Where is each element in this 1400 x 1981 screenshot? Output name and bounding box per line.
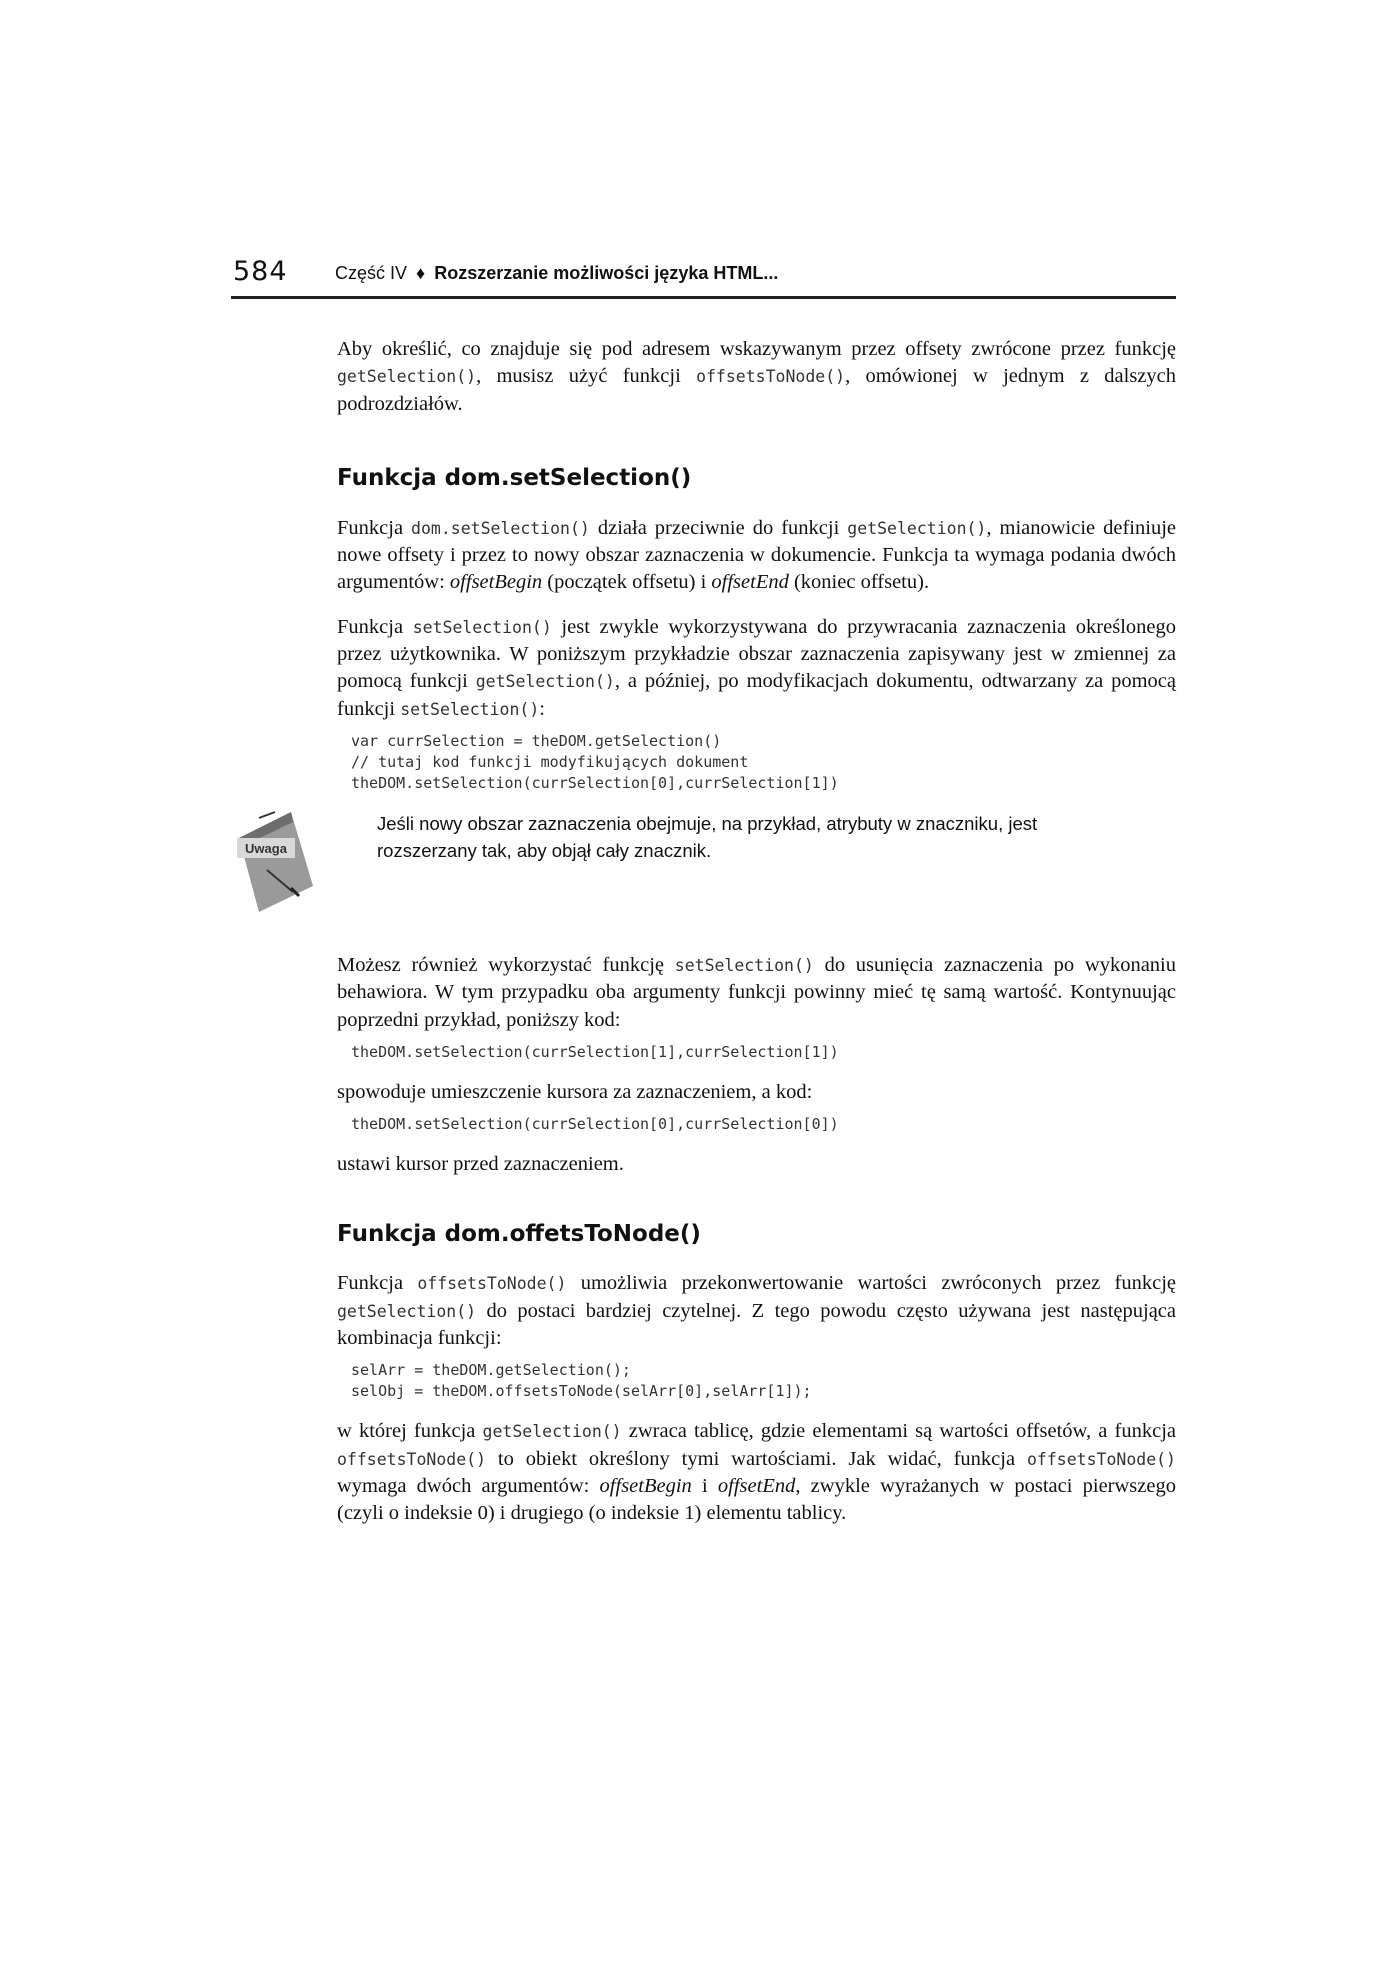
- italic-term: offsetBegin: [449, 571, 543, 594]
- inline-code: setSelection(): [412, 617, 552, 637]
- paragraph: spowoduje umieszczenie kursora za zaznaczeniem, a kod:: [337, 1080, 813, 1103]
- inline-code: setSelection(): [400, 699, 540, 719]
- inline-code: offsetsToNode(): [1026, 1449, 1176, 1469]
- inline-code: dom.setSelection(): [411, 518, 590, 538]
- inline-code: offsetsToNode(): [696, 367, 846, 387]
- chapter-title: Rozszerzanie możliwości języka HTML...: [434, 263, 779, 283]
- code-line: selArr = theDOM.getSelection();: [351, 1361, 631, 1380]
- inline-code: offsetsToNode(): [337, 1449, 487, 1469]
- italic-term: offsetBegin: [599, 1474, 692, 1497]
- paragraph: Funkcja offsetsToNode() umożliwia przekonwertowanie wartości zwróconych przez funkcję getSelection() do postaci bardziej czytelnej. Z tego powodu często używana jest następująca kombinacja funkcji:: [337, 1272, 1176, 1350]
- inline-code: getSelection(): [482, 1422, 622, 1442]
- paragraph: ustawi kursor przed zaznaczeniem.: [337, 1153, 624, 1176]
- code-line: var currSelection = theDOM.getSelection(): [351, 731, 722, 750]
- diamond-separator-icon: ♦: [416, 263, 426, 283]
- intro-paragraph: Aby określić, co znajduje się pod adresem wskazywanym przez offsety zwrócone przez funkcję getSelection(), musisz użyć funkcji offsetsToNode(), omówionej w jednym z dalszych podrozdziałów.: [337, 338, 1176, 415]
- running-title: [335, 263, 778, 284]
- page-number: 584: [233, 256, 288, 287]
- italic-term: offsetEnd: [711, 571, 789, 594]
- paragraph: Funkcja setSelection() jest zwykle wykorzystywana do przywracania zaznaczenia określonego przez użytkownika. W poniższym przykładzie obszar zaznaczenia zapisywany jest w zmiennej za pomocą funkcji getSelection(), a później, po modyfikacjach dokumentu, odtwarzany za pomocą funkcji setSelection():: [337, 615, 1177, 720]
- paragraph: Możesz również wykorzystać funkcję setSelection() do usunięcia zaznaczenia po wykonaniu behawiora. W tym przypadku oba argumenty funkcji powinny mieć tę samą wartość. Kontynuując poprzedni przykład, poniższy kod:: [337, 953, 1176, 1031]
- note-icon: [235, 808, 315, 918]
- inline-code: getSelection(): [337, 367, 477, 387]
- inline-code: getSelection(): [337, 1301, 477, 1321]
- main-text-column: [245, 336, 1177, 1528]
- inline-code: setSelection(): [674, 955, 814, 975]
- code-line: theDOM.setSelection(currSelection[0],currSelection[1]): [351, 773, 839, 792]
- code-block: [337, 1360, 1176, 1402]
- code-block: [337, 731, 1176, 794]
- note-icon-label: Uwaga: [245, 840, 287, 856]
- code-block: [337, 1042, 1176, 1063]
- code-line: theDOM.setSelection(currSelection[0],currSelection[0]): [351, 1115, 839, 1134]
- paragraph: w której funkcja getSelection() zwraca tablicę, gdzie elementami są wartości offsetów, a funkcja offsetsToNode() to obiekt określony tymi wartościami. Jak widać, funkcja offsetsToNode() wymaga dwóch argumentów: offsetBegin i offsetEnd, zwykle wyrażanych w postaci pierwszego (czyli o indeksie 0) i drugiego (o indeksie 1) elementu tablicy.: [337, 1420, 1176, 1525]
- part-label: Część IV: [335, 263, 408, 283]
- inline-code: getSelection(): [475, 672, 615, 692]
- running-header: [231, 256, 1176, 299]
- note-box: [245, 810, 1176, 928]
- italic-term: offsetEnd: [717, 1474, 796, 1497]
- inline-code: offsetsToNode(): [417, 1274, 567, 1294]
- inline-code: getSelection(): [847, 518, 987, 538]
- code-line: selObj = theDOM.offsetsToNode(selArr[0],selArr[1]);: [351, 1382, 812, 1401]
- code-line: // tutaj kod funkcji modyfikujących dokument: [351, 752, 749, 771]
- paragraph: Funkcja dom.setSelection() działa przeciwnie do funkcji getSelection(), mianowicie definiuje nowe offsety i przez to nowy obszar zaznaczenia w dokumencie. Funkcja ta wymaga podania dwóch argumentów: offsetBegin (początek offsetu) i offsetEnd (koniec offsetu).: [337, 516, 1176, 594]
- note-text: Jeśli nowy obszar zaznaczenia obejmuje, na przykład, atrybuty w znaczniku, jest rozszerzany tak, aby objął cały znacznik.: [377, 812, 1038, 861]
- code-block: [337, 1114, 1176, 1135]
- section-heading-offsets-to-node: Funkcja dom.offetsToNode(): [337, 1221, 701, 1248]
- code-line: theDOM.setSelection(currSelection[1],currSelection[1]): [351, 1042, 839, 1061]
- section-heading-set-selection: Funkcja dom.setSelection(): [337, 464, 692, 491]
